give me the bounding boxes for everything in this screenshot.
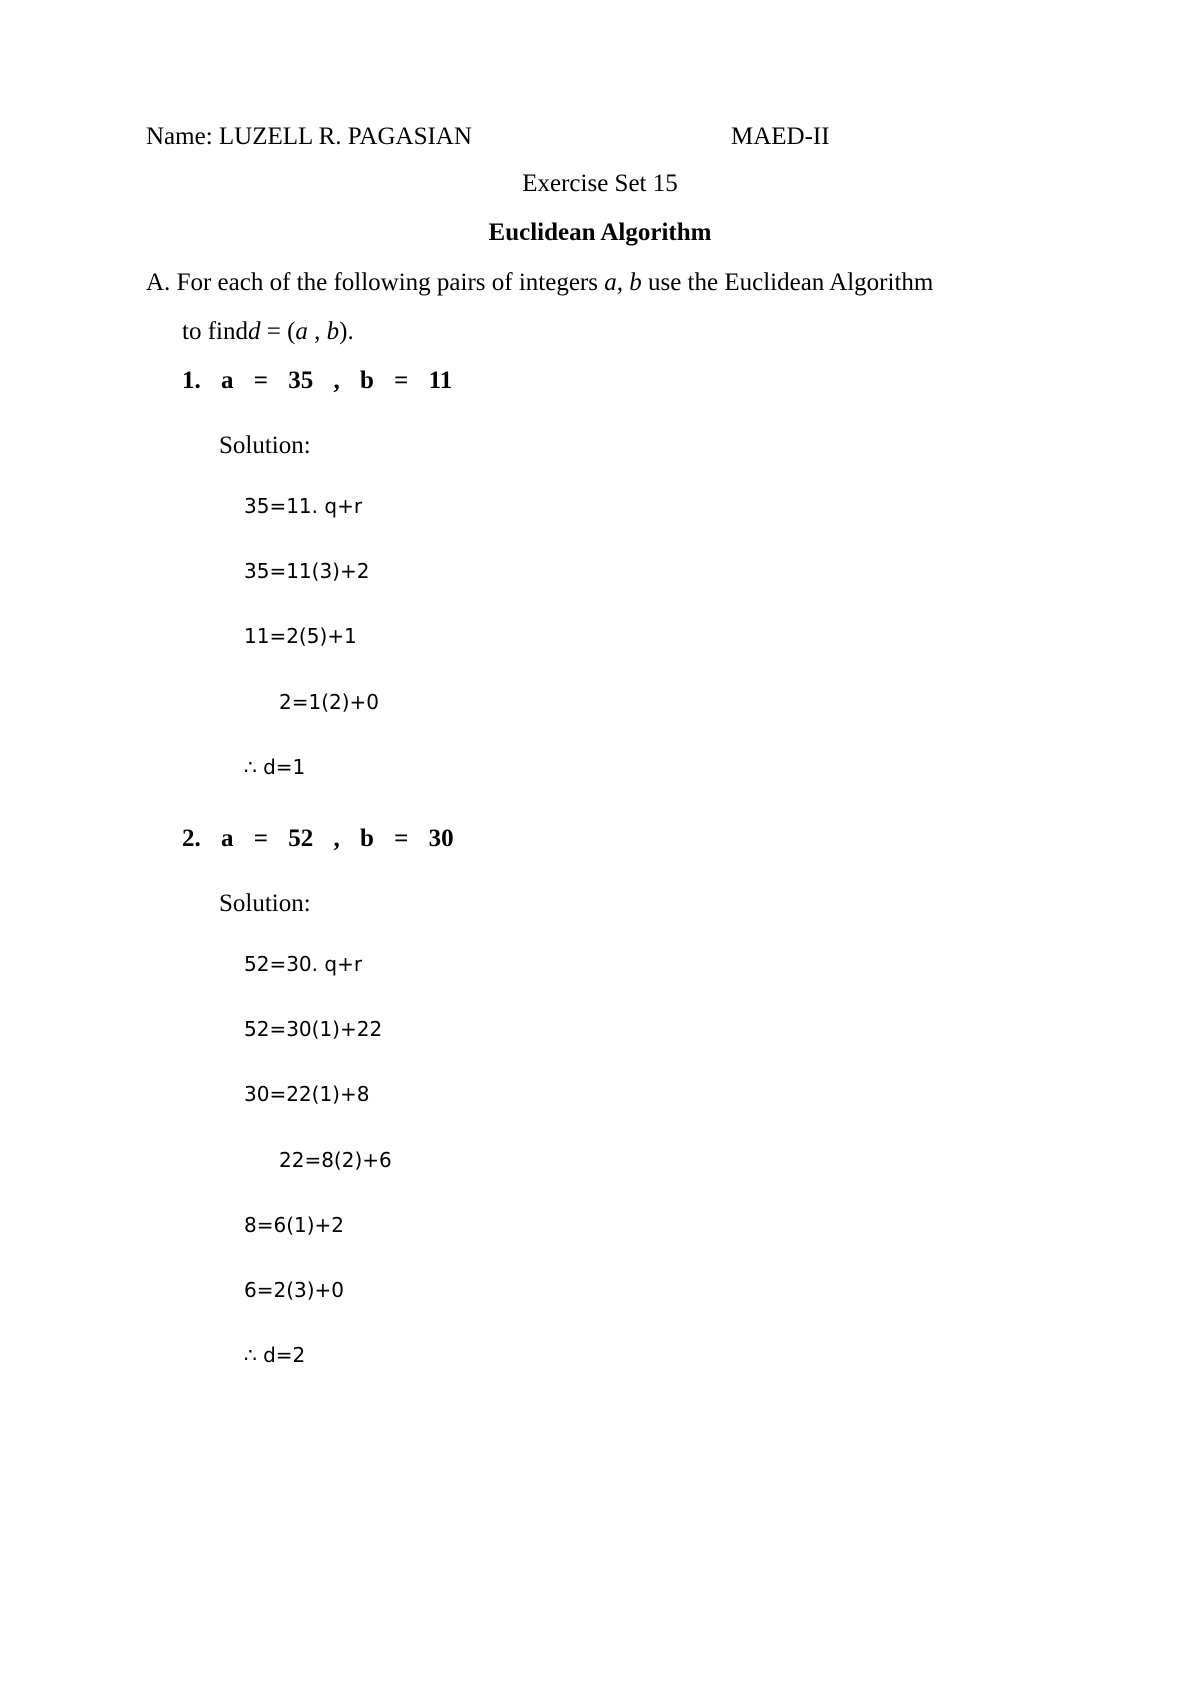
equals-sign: =: [253, 825, 268, 852]
comma: ,: [333, 825, 340, 852]
solution-step: 8=6(1)+2: [244, 1213, 345, 1237]
instruction-text-end: use the Euclidean Algorithm: [647, 269, 934, 296]
a-label: a: [221, 367, 234, 394]
solution-step: 6=2(3)+0: [244, 1278, 345, 1302]
problem-number: 1.: [182, 367, 201, 394]
student-name: Name: LUZELL R. PAGASIAN: [146, 123, 472, 150]
var-b: b: [326, 318, 340, 345]
problem-2-header: [182, 826, 454, 851]
problem-number: 2.: [182, 825, 201, 852]
close-paren: ).: [339, 318, 354, 345]
equals-sign: =: [394, 367, 409, 394]
a-label: a: [221, 825, 234, 852]
instruction-line-1: [146, 270, 933, 295]
solution-step: 2=1(2)+0: [279, 690, 380, 714]
comma: ,: [307, 318, 327, 345]
solution-step: 22=8(2)+6: [279, 1148, 392, 1172]
instruction-line-2: [182, 319, 354, 344]
b-label: b: [360, 825, 374, 852]
solution-step: 30=22(1)+8: [244, 1082, 370, 1106]
comma: ,: [333, 367, 340, 394]
solution-step: 35=11(3)+2: [244, 559, 370, 583]
instruction-label: A.: [146, 269, 171, 296]
equals-paren: = (: [266, 318, 296, 345]
equals-sign: =: [394, 825, 409, 852]
solution-step: 52=30. q+r: [244, 952, 363, 976]
conclusion: ∴ d=2: [244, 1343, 306, 1367]
instruction-vars: a, b: [604, 269, 642, 296]
solution-step: 52=30(1)+22: [244, 1017, 383, 1041]
exercise-title: Exercise Set 15: [522, 170, 678, 197]
solution-step: 35=11. q+r: [244, 494, 363, 518]
var-a: a: [295, 318, 308, 345]
conclusion: ∴ d=1: [244, 755, 306, 779]
instruction-text: to find: [182, 318, 248, 345]
b-value: 30: [428, 825, 454, 852]
equals-sign: =: [253, 367, 268, 394]
b-label: b: [360, 367, 374, 394]
section-title: Euclidean Algorithm: [488, 219, 712, 246]
var-d: d: [247, 318, 261, 345]
a-value: 52: [288, 825, 314, 852]
solution-label: Solution:: [219, 890, 311, 917]
program-label: MAED-II: [731, 123, 830, 150]
problem-1-header: [182, 368, 452, 393]
b-value: 11: [428, 367, 453, 394]
a-value: 35: [288, 367, 314, 394]
solution-label: Solution:: [219, 432, 311, 459]
solution-step: 11=2(5)+1: [244, 624, 357, 648]
instruction-text: For each of the following pairs of integers: [176, 269, 598, 296]
